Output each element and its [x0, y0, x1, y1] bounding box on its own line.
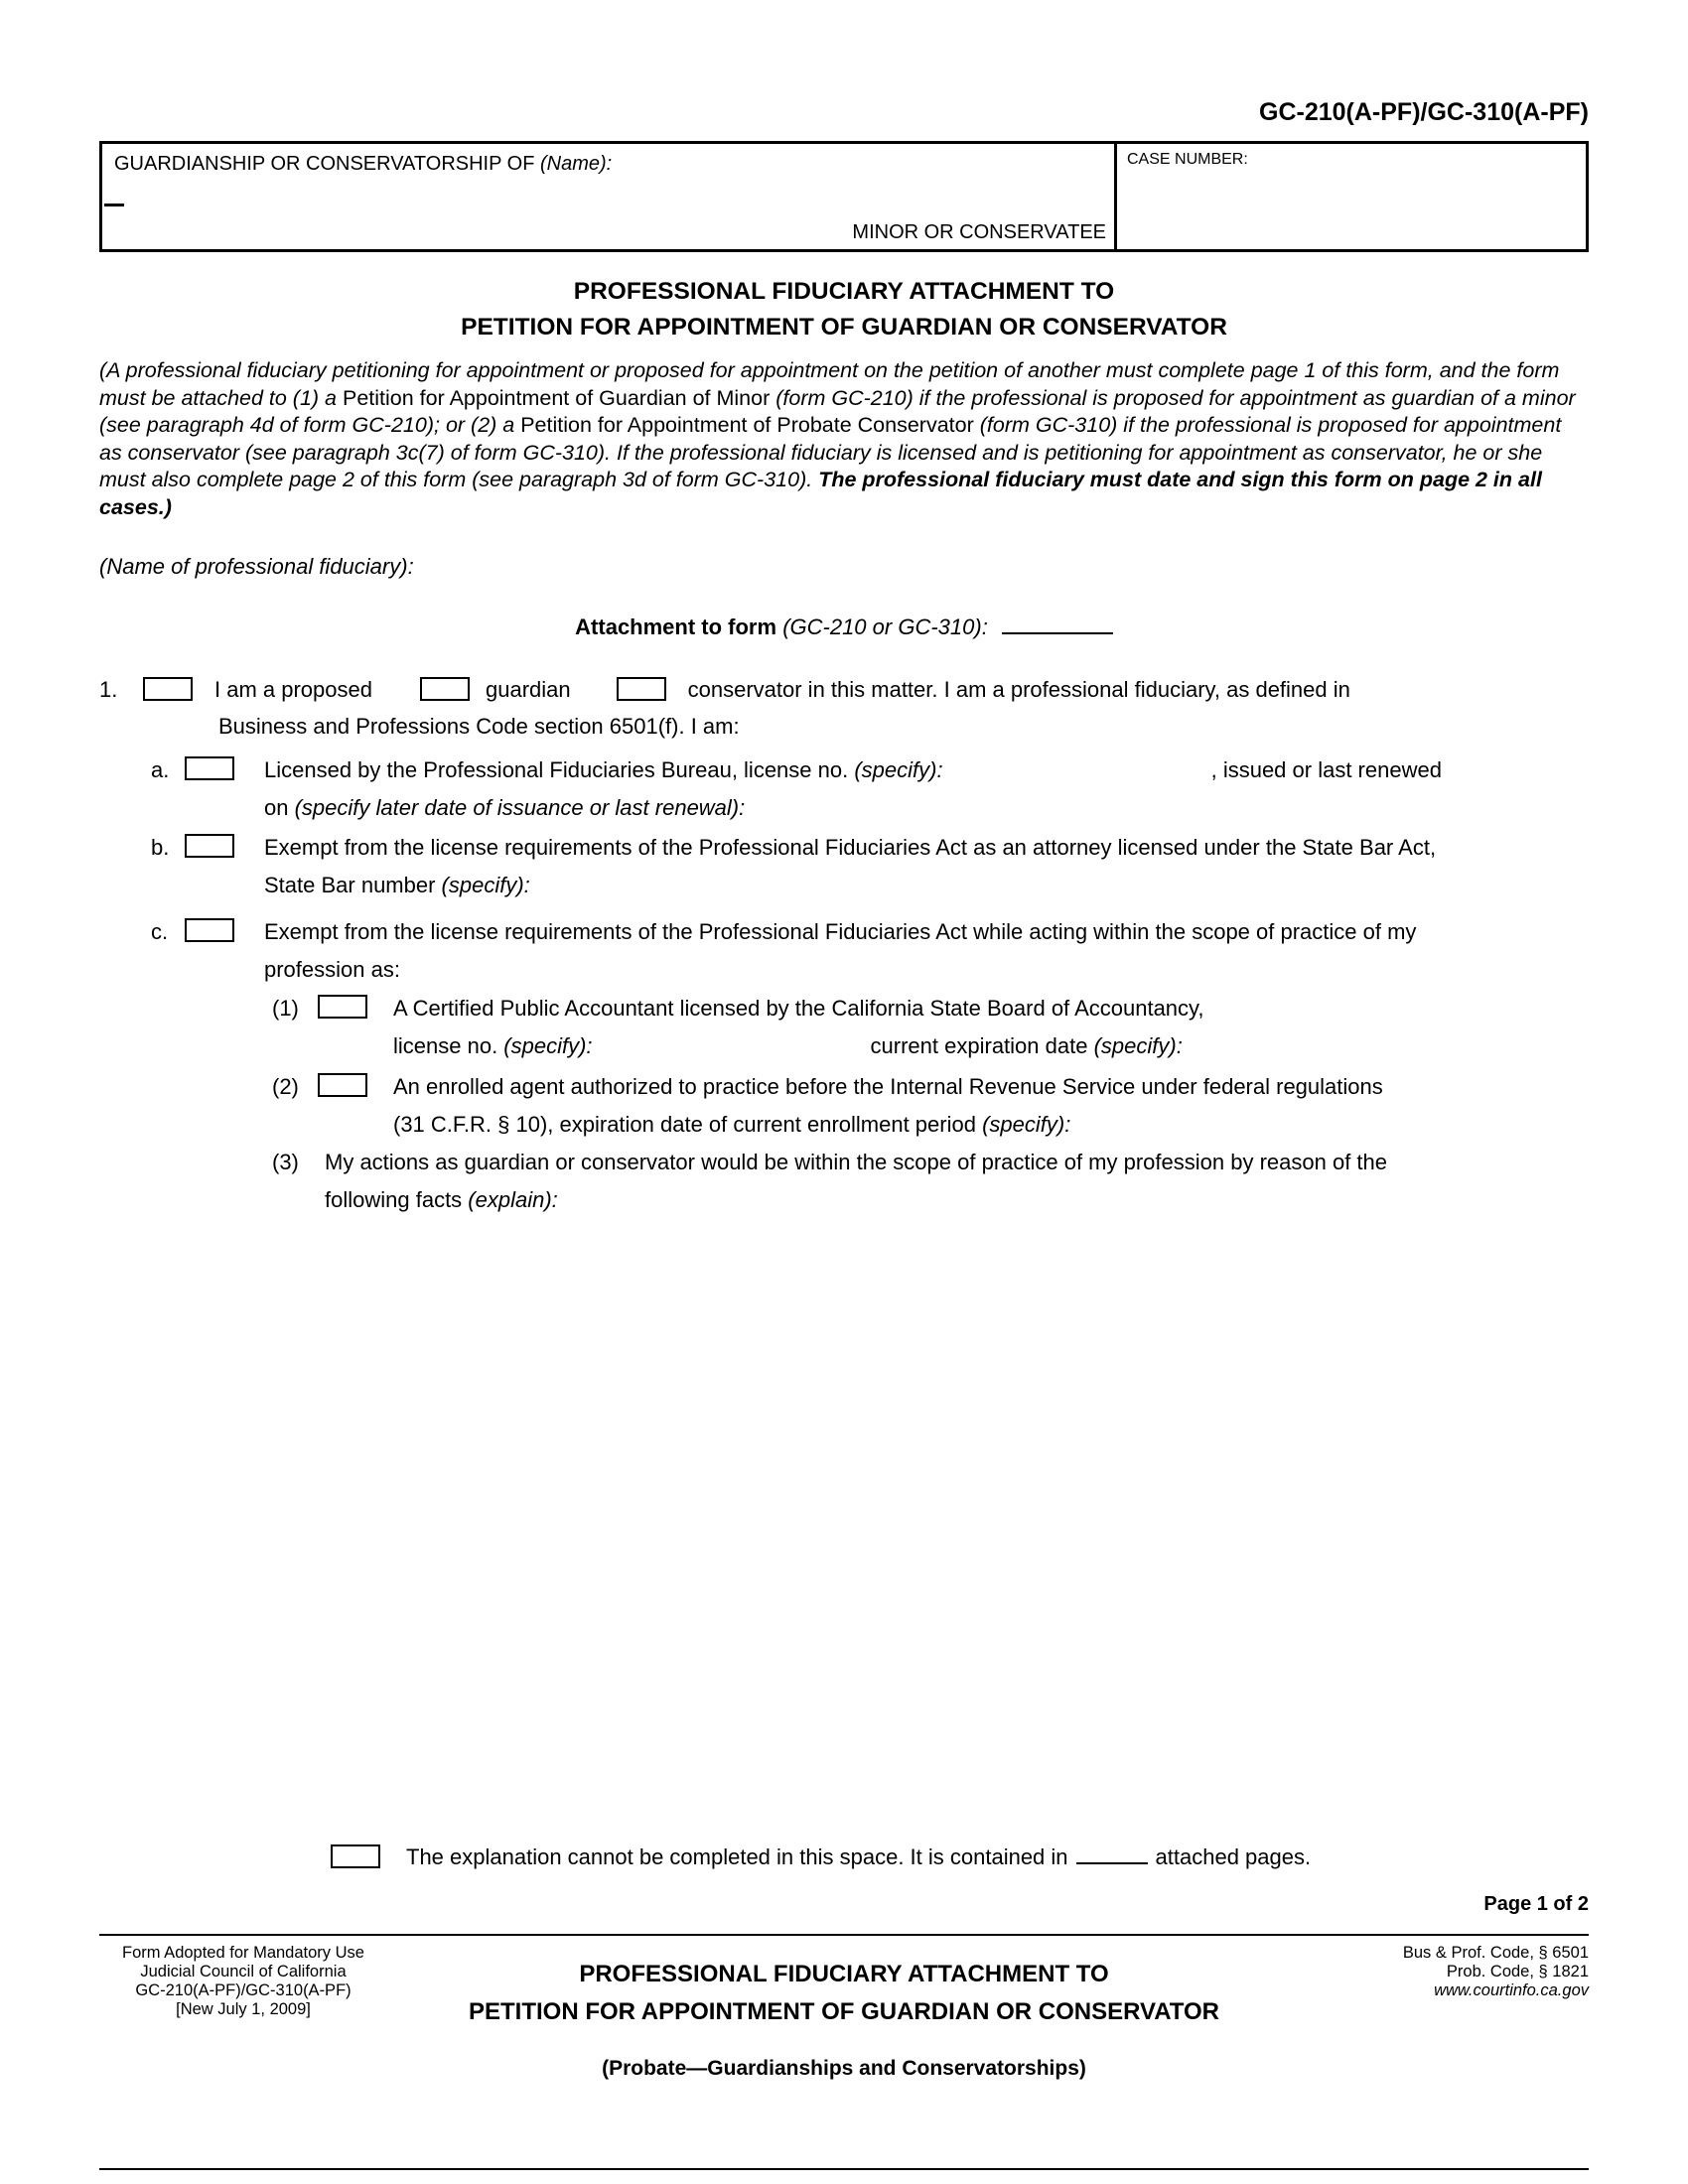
guardian-label: guardian: [485, 677, 571, 702]
footer-code-ref1: Bus & Prof. Code, § 6501: [1402, 1944, 1589, 1962]
explanation-text1: The explanation cannot be completed in this space. It is contained in: [406, 1844, 1068, 1869]
footer-revision-date: [New July 1, 2009]: [176, 2000, 311, 2018]
attachment-label-italic: (GC-210 or GC-310):: [782, 614, 988, 639]
item-c-letter: c.: [151, 919, 169, 944]
footer-title-line2: PETITION FOR APPOINTMENT OF GUARDIAN OR CONSERVATOR: [468, 1998, 1220, 2025]
item-c-checkbox[interactable]: [185, 918, 234, 942]
item-c1-specify2: (specify):: [1093, 1033, 1183, 1058]
conservator-checkbox[interactable]: [617, 677, 666, 701]
attachment-form-blank[interactable]: [1002, 613, 1113, 634]
item-1-row: [99, 676, 1589, 704]
item-c2-number: (2): [272, 1074, 299, 1099]
item-b-letter: b.: [151, 835, 170, 860]
form-number: GC-210(A-PF)/GC-310(A-PF): [1259, 98, 1589, 126]
item-c-line2: profession as:: [264, 957, 400, 982]
footer-title-block: [387, 1956, 1301, 2083]
form-content: [99, 0, 1589, 1214]
footer-columns: [99, 1944, 1589, 2083]
intro-form-name-gc310: Petition for Appointment of Probate Conservator: [520, 413, 974, 437]
caption-box: [99, 141, 1589, 252]
item-c-line1: Exempt from the license requirements of the Professional Fiduciaries Act while acting within the scope of practice of my: [264, 919, 1417, 944]
item-c3-explain: (explain):: [468, 1187, 558, 1212]
item-b-row: [99, 834, 1589, 899]
intro-paragraph: [99, 357, 1589, 521]
item-1-line2: Business and Professions Code section 6501(f). I am:: [218, 714, 740, 739]
footer-divider: [99, 1934, 1589, 1936]
form-title-line2: PETITION FOR APPOINTMENT OF GUARDIAN OR CONSERVATOR: [461, 314, 1227, 341]
intro-form-name-gc210: Petition for Appointment of Guardian of Minor: [343, 385, 771, 410]
footer-code-ref2: Prob. Code, § 1821: [1446, 1963, 1589, 1980]
item-c2-specify: (specify):: [982, 1112, 1071, 1137]
party-label: [114, 152, 1102, 176]
item-a-line2-text: on: [264, 795, 295, 820]
party-name-dash: [104, 204, 124, 206]
item-a-line2-italic: (specify later date of issuance or last renewal):: [294, 795, 746, 820]
case-number-label: CASE NUMBER:: [1127, 151, 1248, 168]
intro-bold-sentence: The professional fiduciary must date and sign this form on page 2 in all cases.): [99, 468, 1542, 519]
item-c2-checkbox[interactable]: [318, 1073, 367, 1097]
item-b-body: [264, 834, 1436, 899]
intro-seg1: (A professional fiduciary petitioning for appointment or proposed for appointment on the petition of another must complete page 1 of this form, and the form must be attached to (1) a: [99, 358, 1560, 410]
item-c1-line2: [393, 1032, 1204, 1060]
item-a-line2: [264, 794, 1442, 822]
item-a-letter: a.: [151, 757, 170, 782]
item-c2-body: [393, 1073, 1383, 1139]
page-number-label: Page 1 of 2: [1483, 1893, 1589, 1915]
item-c3-line2-text: following facts: [325, 1187, 469, 1212]
item-c2-line2-text: (31 C.F.R. § 10), expiration date of current enrollment period: [393, 1112, 983, 1137]
explanation-row: [99, 1843, 1589, 1871]
item-c3-number: (3): [272, 1150, 299, 1174]
item-1-checkbox[interactable]: [143, 677, 193, 701]
form-footer: [99, 1934, 1589, 2083]
footer-form-number: GC-210(A-PF)/GC-310(A-PF): [135, 1981, 352, 1999]
attached-pages-count-blank[interactable]: [1076, 1843, 1148, 1864]
item-a-row: [99, 756, 1589, 822]
attachment-line: [99, 613, 1589, 641]
item-a-text1: Licensed by the Professional Fiduciaries Bureau, license no.: [264, 757, 855, 782]
item-c2-row: [99, 1073, 1589, 1139]
caption-party-cell: [102, 144, 1117, 249]
item-c1-line2-text2: current expiration date: [870, 1033, 1094, 1058]
attachment-label-bold: Attachment to form: [575, 614, 777, 639]
item-b-line2: [264, 872, 1436, 899]
guardian-checkbox[interactable]: [420, 677, 470, 701]
explanation-attached-checkbox[interactable]: [331, 1844, 380, 1868]
item-c-row: [99, 918, 1589, 984]
item-a-line1: [264, 756, 1442, 784]
footer-right-block: [1301, 1944, 1589, 2083]
item-b-checkbox[interactable]: [185, 834, 234, 858]
item-a-text2: , issued or last renewed: [1210, 757, 1442, 782]
party-type-label: MINOR OR CONSERVATEE: [852, 221, 1106, 243]
case-number-input-area[interactable]: [1123, 174, 1580, 243]
item-a-checkbox[interactable]: [185, 756, 234, 780]
bottom-page-rule: [99, 2168, 1589, 2170]
item-b-line2-text: State Bar number: [264, 873, 442, 897]
item-a-body: [264, 756, 1442, 822]
party-name-input-area[interactable]: [132, 184, 886, 219]
item-c1-row: [99, 995, 1589, 1060]
fiduciary-name-label: (Name of professional fiduciary):: [99, 554, 414, 579]
item-b-line2-italic: (specify):: [441, 873, 530, 897]
item-1-text2: conservator in this matter. I am a professional fiduciary, as defined in: [687, 677, 1350, 702]
item-c3-line1: My actions as guardian or conservator would be within the scope of practice of my profession by reason of the: [325, 1150, 1388, 1174]
footer-title-line3: (Probate—Guardianships and Conservatorships): [602, 2057, 1086, 2080]
item-1-text1: I am a proposed: [214, 677, 372, 702]
form-title: [99, 274, 1589, 345]
item-c1-checkbox[interactable]: [318, 995, 367, 1019]
item-1-number: 1.: [99, 677, 118, 702]
item-c3-row: [99, 1149, 1589, 1214]
item-c3-line2: [325, 1186, 1387, 1214]
item-c2-line2: [393, 1111, 1383, 1139]
item-c2-line1: An enrolled agent authorized to practice before the Internal Revenue Service under federal regulations: [393, 1074, 1383, 1099]
party-name-label: (Name):: [539, 153, 613, 175]
item-c1-number: (1): [272, 996, 299, 1021]
item-c1-specify1: (specify):: [503, 1033, 593, 1058]
explanation-text2: attached pages.: [1155, 1844, 1312, 1869]
footer-title-line1: PROFESSIONAL FIDUCIARY ATTACHMENT TO: [579, 1961, 1109, 1987]
item-c1-line2-text1: license no.: [393, 1033, 504, 1058]
item-c1-body: [393, 995, 1204, 1060]
intro-seg3: (form GC-210) if the professional is proposed for appointment as guardian of a minor (see paragraph 4d of form GC-210); or (2) a: [99, 385, 1576, 437]
item-b-line1: Exempt from the license requirements of the Professional Fiduciaries Act as an attorney licensed under the State Bar Act,: [264, 835, 1437, 860]
item-c1-line1: A Certified Public Accountant licensed by the California State Board of Accountancy,: [393, 996, 1204, 1021]
footer-adoption-line2: Judicial Council of California: [140, 1963, 347, 1980]
footer-website: www.courtinfo.ca.gov: [1434, 1981, 1589, 1999]
item-c3-body: [325, 1149, 1387, 1214]
intro-seg5: (form GC-310) if the professional is proposed for appointment as conservator (see paragraph 3c(7) of form GC-310). If the professional fiduciary is licensed and is petitioning for appointment as conservator, he or she must also complete page 2 of this form (see paragraph 3d of form GC-310).: [99, 413, 1562, 491]
item-a-specify1: (specify):: [854, 757, 943, 782]
caption-case-cell: [1117, 144, 1586, 249]
party-label-text: GUARDIANSHIP OR CONSERVATORSHIP OF: [114, 153, 540, 175]
form-title-line1: PROFESSIONAL FIDUCIARY ATTACHMENT TO: [573, 278, 1115, 305]
item-c-body: [264, 918, 1416, 984]
footer-adoption-line1: Form Adopted for Mandatory Use: [122, 1944, 364, 1962]
footer-left-block: [99, 1944, 387, 2083]
